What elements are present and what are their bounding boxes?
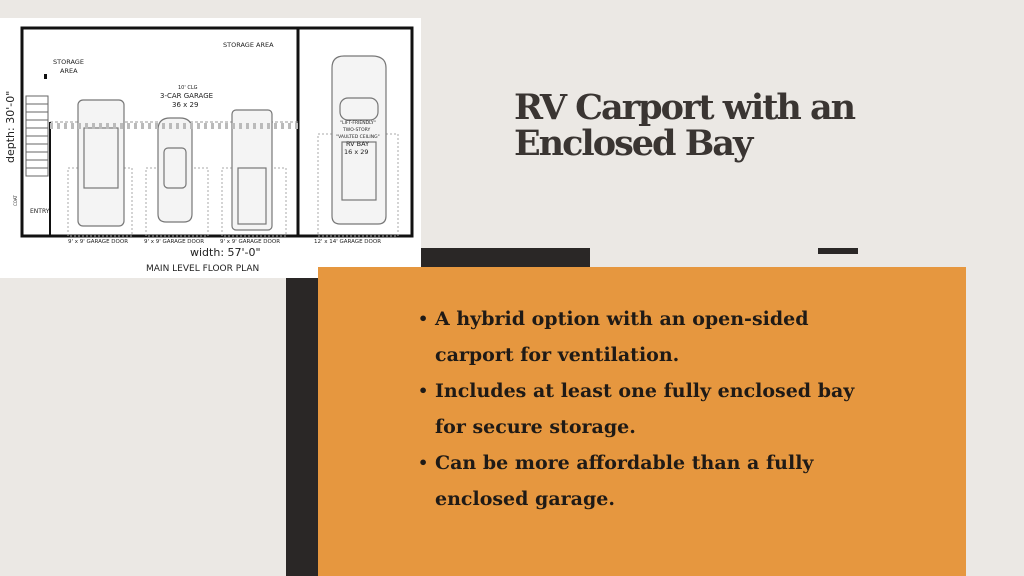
plan-label-door-1: 9' x 9' GARAGE DOOR — [68, 239, 129, 245]
plan-label-rv-note-1: "LIFT-FRIENDLY" — [340, 121, 376, 126]
floor-plan-drawing — [0, 18, 421, 278]
plan-label-door-2: 9' x 9' GARAGE DOOR — [144, 239, 205, 245]
bullet-dot-icon: • — [418, 309, 429, 328]
plan-label-storage-left-2: AREA — [60, 67, 78, 75]
bullet-text: A hybrid option with an open-sided carport for ventilation. — [435, 308, 809, 366]
plan-label-width: width: 57'-0" — [190, 246, 261, 259]
plan-label-door-4: 12' x 14' GARAGE DOOR — [314, 239, 382, 245]
content-card — [318, 267, 966, 576]
plan-label-rv-note-3: "VAULTED CEILING" — [336, 135, 380, 140]
slide-title: RV Carport with an Enclosed Bay — [514, 87, 855, 164]
plan-label-storage-top: STORAGE AREA — [223, 41, 274, 49]
plan-label-storage-left: STORAGE — [53, 58, 84, 66]
bullet-item — [418, 301, 888, 373]
plan-title: MAIN LEVEL FLOOR PLAN — [146, 264, 260, 274]
bullet-dot-icon: • — [418, 453, 429, 472]
floor-plan-image — [0, 18, 421, 278]
plan-label-garage-size: 36 x 29 — [172, 101, 199, 109]
bullet-text: Includes at least one fully enclosed bay for secure storage. — [435, 380, 855, 438]
decorative-bar-vertical — [286, 278, 318, 576]
decorative-dash — [818, 248, 858, 254]
plan-label-depth: depth: 30'-0" — [4, 90, 17, 163]
plan-label-coat: COAT — [13, 195, 18, 206]
bullet-item — [418, 445, 888, 517]
plan-label-ceiling: 10' CLG — [178, 85, 198, 91]
bullet-dot-icon: • — [418, 381, 429, 400]
plan-label-rv-note-2: TWO-STORY — [343, 128, 371, 133]
decorative-bar-horizontal — [421, 248, 590, 267]
bullet-item — [418, 373, 888, 445]
plan-label-entry: ENTRY — [30, 208, 50, 215]
bullet-text: Can be more affordable than a fully enclosed garage. — [435, 452, 814, 510]
plan-label-rv-size: 16 x 29 — [344, 148, 369, 156]
plan-label-door-3: 9' x 9' GARAGE DOOR — [220, 239, 281, 245]
plan-label-rv-name: RV BAY — [346, 140, 370, 148]
bullet-list — [418, 301, 888, 517]
plan-label-garage-name: 3-CAR GARAGE — [160, 92, 214, 100]
